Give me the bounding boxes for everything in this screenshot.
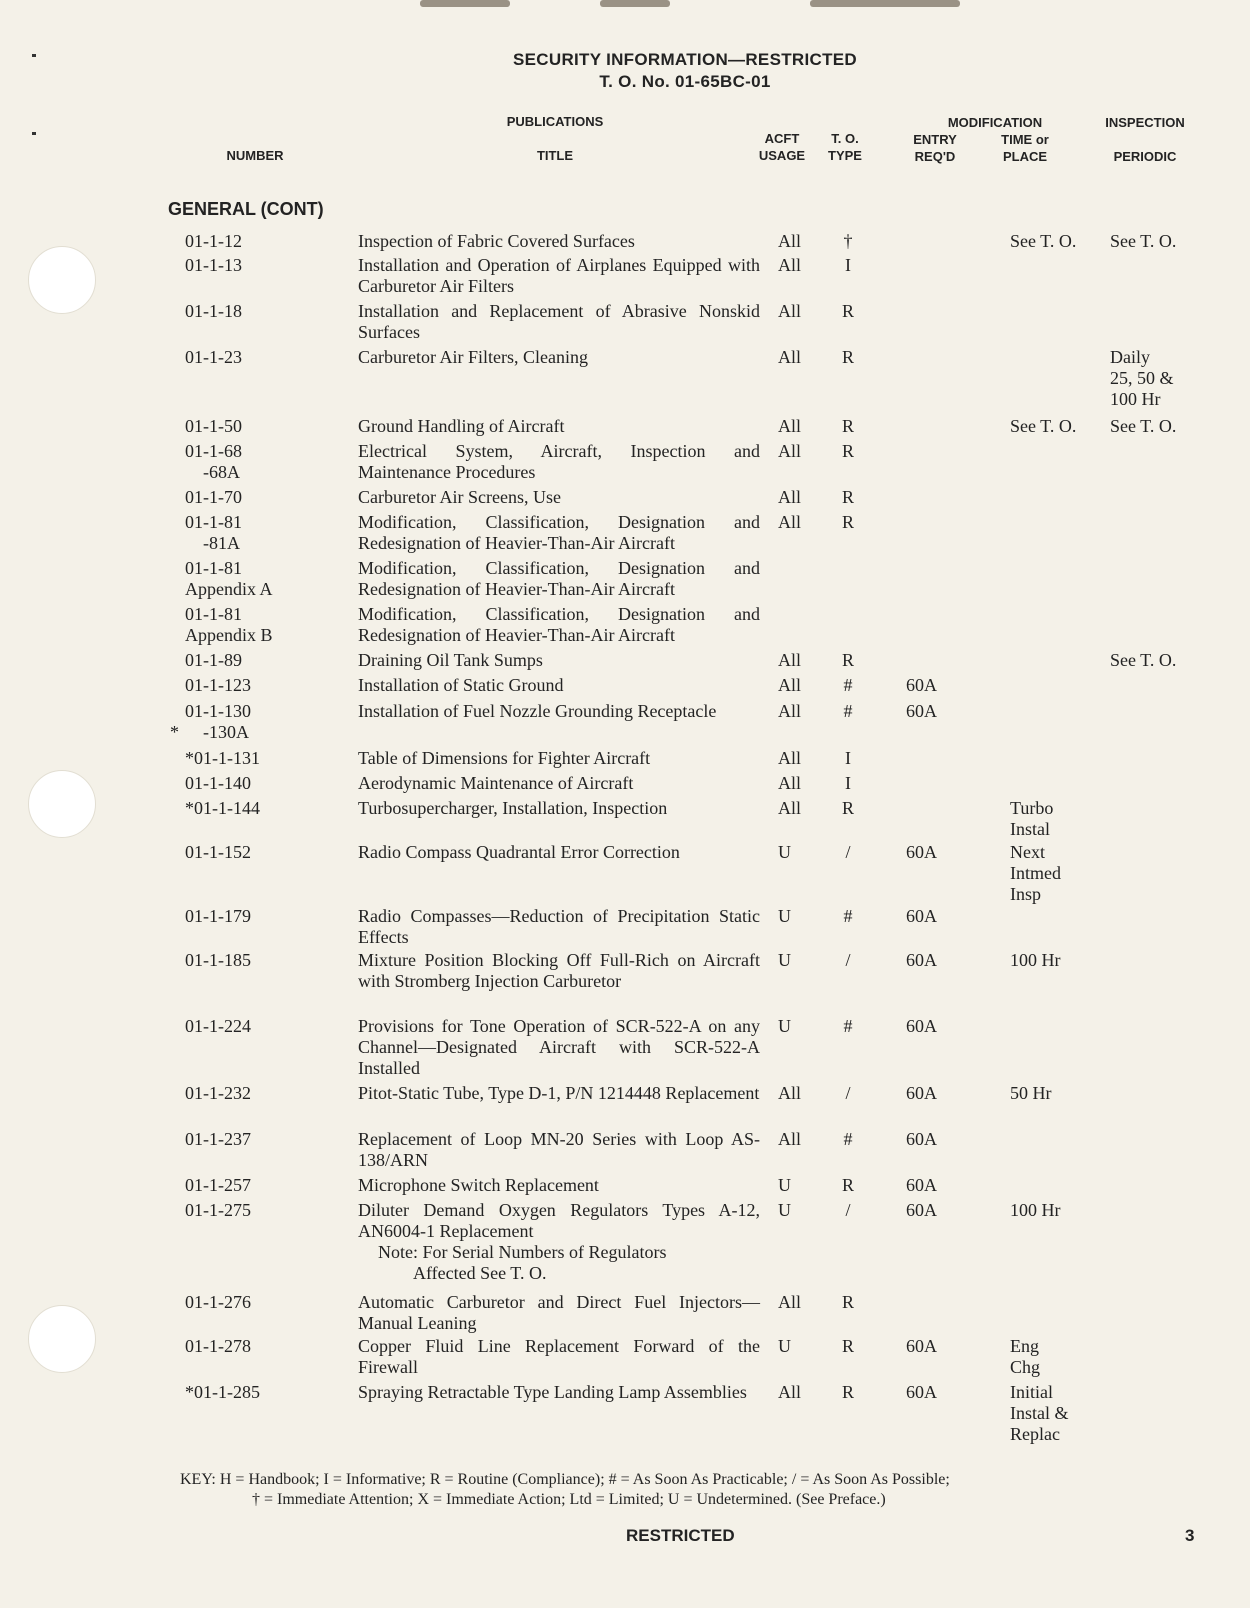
col-number: NUMBER <box>226 148 284 163</box>
row-time-place: 50 Hr <box>1010 1083 1052 1103</box>
row-number: 01-1-12 <box>185 231 242 251</box>
col-time <box>985 131 1065 165</box>
row-title: Provisions for Tone Operation of SCR-522-A on any Channel—Designated Aircraft with SCR-522-A Installed <box>358 1016 760 1078</box>
row-acft-usage: U <box>778 950 791 970</box>
row-acft-usage: All <box>778 416 802 436</box>
row-to-type: # <box>843 701 853 721</box>
row-entry-reqd: 60A <box>906 701 937 721</box>
col-acft-line1: ACFT <box>764 131 800 146</box>
row-to-type: / <box>845 1083 851 1103</box>
row-to-type: R <box>841 1175 854 1195</box>
row-to-type: R <box>841 1336 854 1356</box>
row-to-type: # <box>843 1129 853 1149</box>
row-to-type: I <box>845 255 851 275</box>
row-number: 01-1-237 <box>185 1129 251 1149</box>
col-title: TITLE <box>536 148 574 163</box>
row-to-type: I <box>845 748 851 768</box>
row-acft-usage: All <box>778 301 802 321</box>
row-acft-usage: All <box>778 512 802 532</box>
row-entry-reqd: 60A <box>906 1129 937 1149</box>
col-entry-line2: REQ'D <box>914 149 956 164</box>
row-number: *01-1-285 <box>185 1382 260 1402</box>
row-number: 01-1-81 -81A <box>185 512 242 553</box>
row-title: Aerodynamic Maintenance of Aircraft <box>358 773 634 793</box>
row-star-marker: * <box>170 722 179 742</box>
row-to-type: R <box>841 441 854 461</box>
row-acft-usage: All <box>778 675 802 695</box>
row-number: 01-1-232 <box>185 1083 251 1103</box>
row-title: Automatic Carburetor and Direct Fuel Injectors—Manual Leaning <box>358 1292 760 1333</box>
row-title: Carburetor Air Screens, Use <box>358 487 561 507</box>
row-title: Copper Fluid Line Replacement Forward of the Firewall <box>358 1336 760 1377</box>
col-periodic: PERIODIC <box>1113 149 1177 164</box>
row-acft-usage: U <box>778 1016 791 1036</box>
key-line-1: KEY: H = Handbook; I = Informative; R = Routine (Compliance); # = As Soon As Practicable; / = As Soon As Possible; <box>180 1471 950 1488</box>
row-title: Radio Compasses—Reduction of Precipitation Static Effects <box>358 906 760 947</box>
row-entry-reqd: 60A <box>906 1336 937 1356</box>
row-acft-usage: U <box>778 1200 791 1220</box>
row-acft-usage: U <box>778 1175 791 1195</box>
row-number: 01-1-179 <box>185 906 251 926</box>
row-title: Modification, Classification, Designation and Redesignation of Heavier-Than-Air Aircraft <box>358 512 760 553</box>
row-to-type: R <box>841 1382 854 1402</box>
row-number: 01-1-123 <box>185 675 251 695</box>
row-number: 01-1-13 <box>185 255 242 275</box>
col-to-line2: TYPE <box>828 148 862 163</box>
row-acft-usage: All <box>778 1129 802 1149</box>
col-to-line1: T. O. <box>831 131 859 146</box>
row-title: Microphone Switch Replacement <box>358 1175 599 1195</box>
punch-hole <box>28 1305 96 1373</box>
row-title: Inspection of Fabric Covered Surfaces <box>358 231 635 251</box>
row-to-type: R <box>841 650 854 670</box>
row-acft-usage: All <box>778 487 802 507</box>
row-title: Spraying Retractable Type Landing Lamp Assemblies <box>358 1382 747 1402</box>
row-acft-usage: All <box>778 1382 802 1402</box>
row-to-type: # <box>843 675 853 695</box>
row-periodic: Daily 25, 50 & 100 Hr <box>1110 347 1174 409</box>
row-number: *01-1-131 <box>185 748 260 768</box>
row-to-type: R <box>841 512 854 532</box>
row-entry-reqd: 60A <box>906 675 937 695</box>
row-number: *01-1-144 <box>185 798 260 818</box>
row-title: Diluter Demand Oxygen Regulators Types A-12, AN6004-1 Replacement <box>358 1200 760 1241</box>
row-acft-usage: U <box>778 906 791 926</box>
row-acft-usage: U <box>778 1336 791 1356</box>
row-number: 01-1-89 <box>185 650 242 670</box>
col-publications: PUBLICATIONS <box>506 114 604 129</box>
row-title: Turbosupercharger, Installation, Inspection <box>358 798 668 818</box>
row-to-type: I <box>845 773 851 793</box>
row-title: Table of Dimensions for Fighter Aircraft <box>358 748 651 768</box>
row-title: Installation and Operation of Airplanes Equipped with Carburetor Air Filters <box>358 255 760 296</box>
margin-tick <box>32 132 36 135</box>
row-number: 01-1-140 <box>185 773 251 793</box>
footer-restricted: RESTRICTED <box>626 1526 735 1545</box>
row-time-place: See T. O. <box>1010 231 1077 251</box>
col-to-type <box>815 130 875 164</box>
to-number-heading: T. O. No. 01-65BC-01 <box>599 72 771 91</box>
top-edge-marks <box>380 0 1000 10</box>
punch-hole <box>28 246 96 314</box>
row-title: Modification, Classification, Designation and Redesignation of Heavier-Than-Air Aircraft <box>358 558 760 599</box>
security-heading: SECURITY INFORMATION—RESTRICTED <box>513 50 857 69</box>
row-periodic: See T. O. <box>1110 416 1177 436</box>
row-time-place: Turbo Instal <box>1010 798 1054 839</box>
row-acft-usage: All <box>778 701 802 721</box>
row-note: Note: For Serial Numbers of Regulators Affected See T. O. <box>378 1242 667 1283</box>
key-legend <box>180 1470 1170 1510</box>
row-time-place: 100 Hr <box>1010 950 1061 970</box>
row-number: 01-1-130 -130A <box>185 701 251 742</box>
section-title: GENERAL (CONT) <box>168 199 324 219</box>
row-number: 01-1-81 Appendix A <box>185 558 273 599</box>
row-title: Draining Oil Tank Sumps <box>358 650 543 670</box>
row-number: 01-1-224 <box>185 1016 251 1036</box>
row-acft-usage: All <box>778 255 802 275</box>
row-to-type: R <box>841 487 854 507</box>
col-time-line1: TIME or <box>1001 132 1049 147</box>
row-entry-reqd: 60A <box>906 950 937 970</box>
row-to-type: R <box>841 416 854 436</box>
row-number: 01-1-275 <box>185 1200 251 1220</box>
row-number: 01-1-81 Appendix B <box>185 604 273 645</box>
row-entry-reqd: 60A <box>906 842 937 862</box>
row-to-type: R <box>841 347 854 367</box>
row-title: Mixture Position Blocking Off Full-Rich on Aircraft with Stromberg Injection Carburetor <box>358 950 760 991</box>
row-acft-usage: All <box>778 231 802 251</box>
row-to-type: / <box>845 1200 851 1220</box>
row-title: Installation and Replacement of Abrasive Nonskid Surfaces <box>358 301 760 342</box>
row-title: Electrical System, Aircraft, Inspection and Maintenance Procedures <box>358 441 760 482</box>
col-modification: MODIFICATION <box>947 115 1043 130</box>
row-acft-usage: U <box>778 842 791 862</box>
col-acft-usage <box>752 130 812 164</box>
row-title: Carburetor Air Filters, Cleaning <box>358 347 588 367</box>
row-entry-reqd: 60A <box>906 1175 937 1195</box>
row-number: 01-1-50 <box>185 416 242 436</box>
row-to-type: # <box>843 906 853 926</box>
row-to-type: / <box>845 950 851 970</box>
row-acft-usage: All <box>778 748 802 768</box>
row-title: Installation of Static Ground <box>358 675 564 695</box>
key-line-2: † = Immediate Attention; X = Immediate Action; Ltd = Limited; U = Undetermined. (See Preface.) <box>252 1491 886 1508</box>
row-number: 01-1-257 <box>185 1175 251 1195</box>
row-acft-usage: All <box>778 798 802 818</box>
row-title: Radio Compass Quadrantal Error Correction <box>358 842 680 862</box>
row-title: Installation of Fuel Nozzle Grounding Receptacle <box>358 701 717 721</box>
row-acft-usage: All <box>778 650 802 670</box>
row-periodic: See T. O. <box>1110 231 1177 251</box>
row-periodic: See T. O. <box>1110 650 1177 670</box>
row-number: 01-1-70 <box>185 487 242 507</box>
row-number: 01-1-68 -68A <box>185 441 242 482</box>
row-to-type: R <box>841 1292 854 1312</box>
row-time-place: 100 Hr <box>1010 1200 1061 1220</box>
col-time-line2: PLACE <box>1002 149 1048 164</box>
row-time-place: See T. O. <box>1010 416 1077 436</box>
row-entry-reqd: 60A <box>906 1200 937 1220</box>
col-inspection: INSPECTION <box>1105 115 1185 130</box>
row-number: 01-1-185 <box>185 950 251 970</box>
row-acft-usage: All <box>778 1083 802 1103</box>
row-number: 01-1-23 <box>185 347 242 367</box>
row-to-type: R <box>841 798 854 818</box>
row-to-type: # <box>843 1016 853 1036</box>
page-number: 3 <box>1185 1526 1195 1545</box>
row-title: Pitot-Static Tube, Type D-1, P/N 1214448 Replacement <box>358 1083 760 1103</box>
col-entry <box>900 131 970 165</box>
row-to-type: † <box>843 231 853 251</box>
row-acft-usage: All <box>778 347 802 367</box>
row-time-place: Initial Instal & Replac <box>1010 1382 1069 1444</box>
row-acft-usage: All <box>778 773 802 793</box>
row-entry-reqd: 60A <box>906 906 937 926</box>
row-entry-reqd: 60A <box>906 1382 937 1402</box>
row-entry-reqd: 60A <box>906 1016 937 1036</box>
row-number: 01-1-152 <box>185 842 251 862</box>
row-to-type: / <box>845 842 851 862</box>
col-entry-line1: ENTRY <box>913 132 957 147</box>
row-to-type: R <box>841 301 854 321</box>
row-number: 01-1-278 <box>185 1336 251 1356</box>
row-number: 01-1-18 <box>185 301 242 321</box>
row-acft-usage: All <box>778 441 802 461</box>
row-title: Ground Handling of Aircraft <box>358 416 565 436</box>
row-title: Modification, Classification, Designation and Redesignation of Heavier-Than-Air Aircraft <box>358 604 760 645</box>
row-time-place: Eng Chg <box>1010 1336 1041 1377</box>
row-number: 01-1-276 <box>185 1292 251 1312</box>
row-time-place: Next Intmed Insp <box>1010 842 1061 904</box>
col-acft-line2: USAGE <box>758 148 806 163</box>
row-title: Replacement of Loop MN-20 Series with Loop AS-138/ARN <box>358 1129 760 1170</box>
row-acft-usage: All <box>778 1292 802 1312</box>
punch-hole <box>28 770 96 838</box>
row-entry-reqd: 60A <box>906 1083 937 1103</box>
